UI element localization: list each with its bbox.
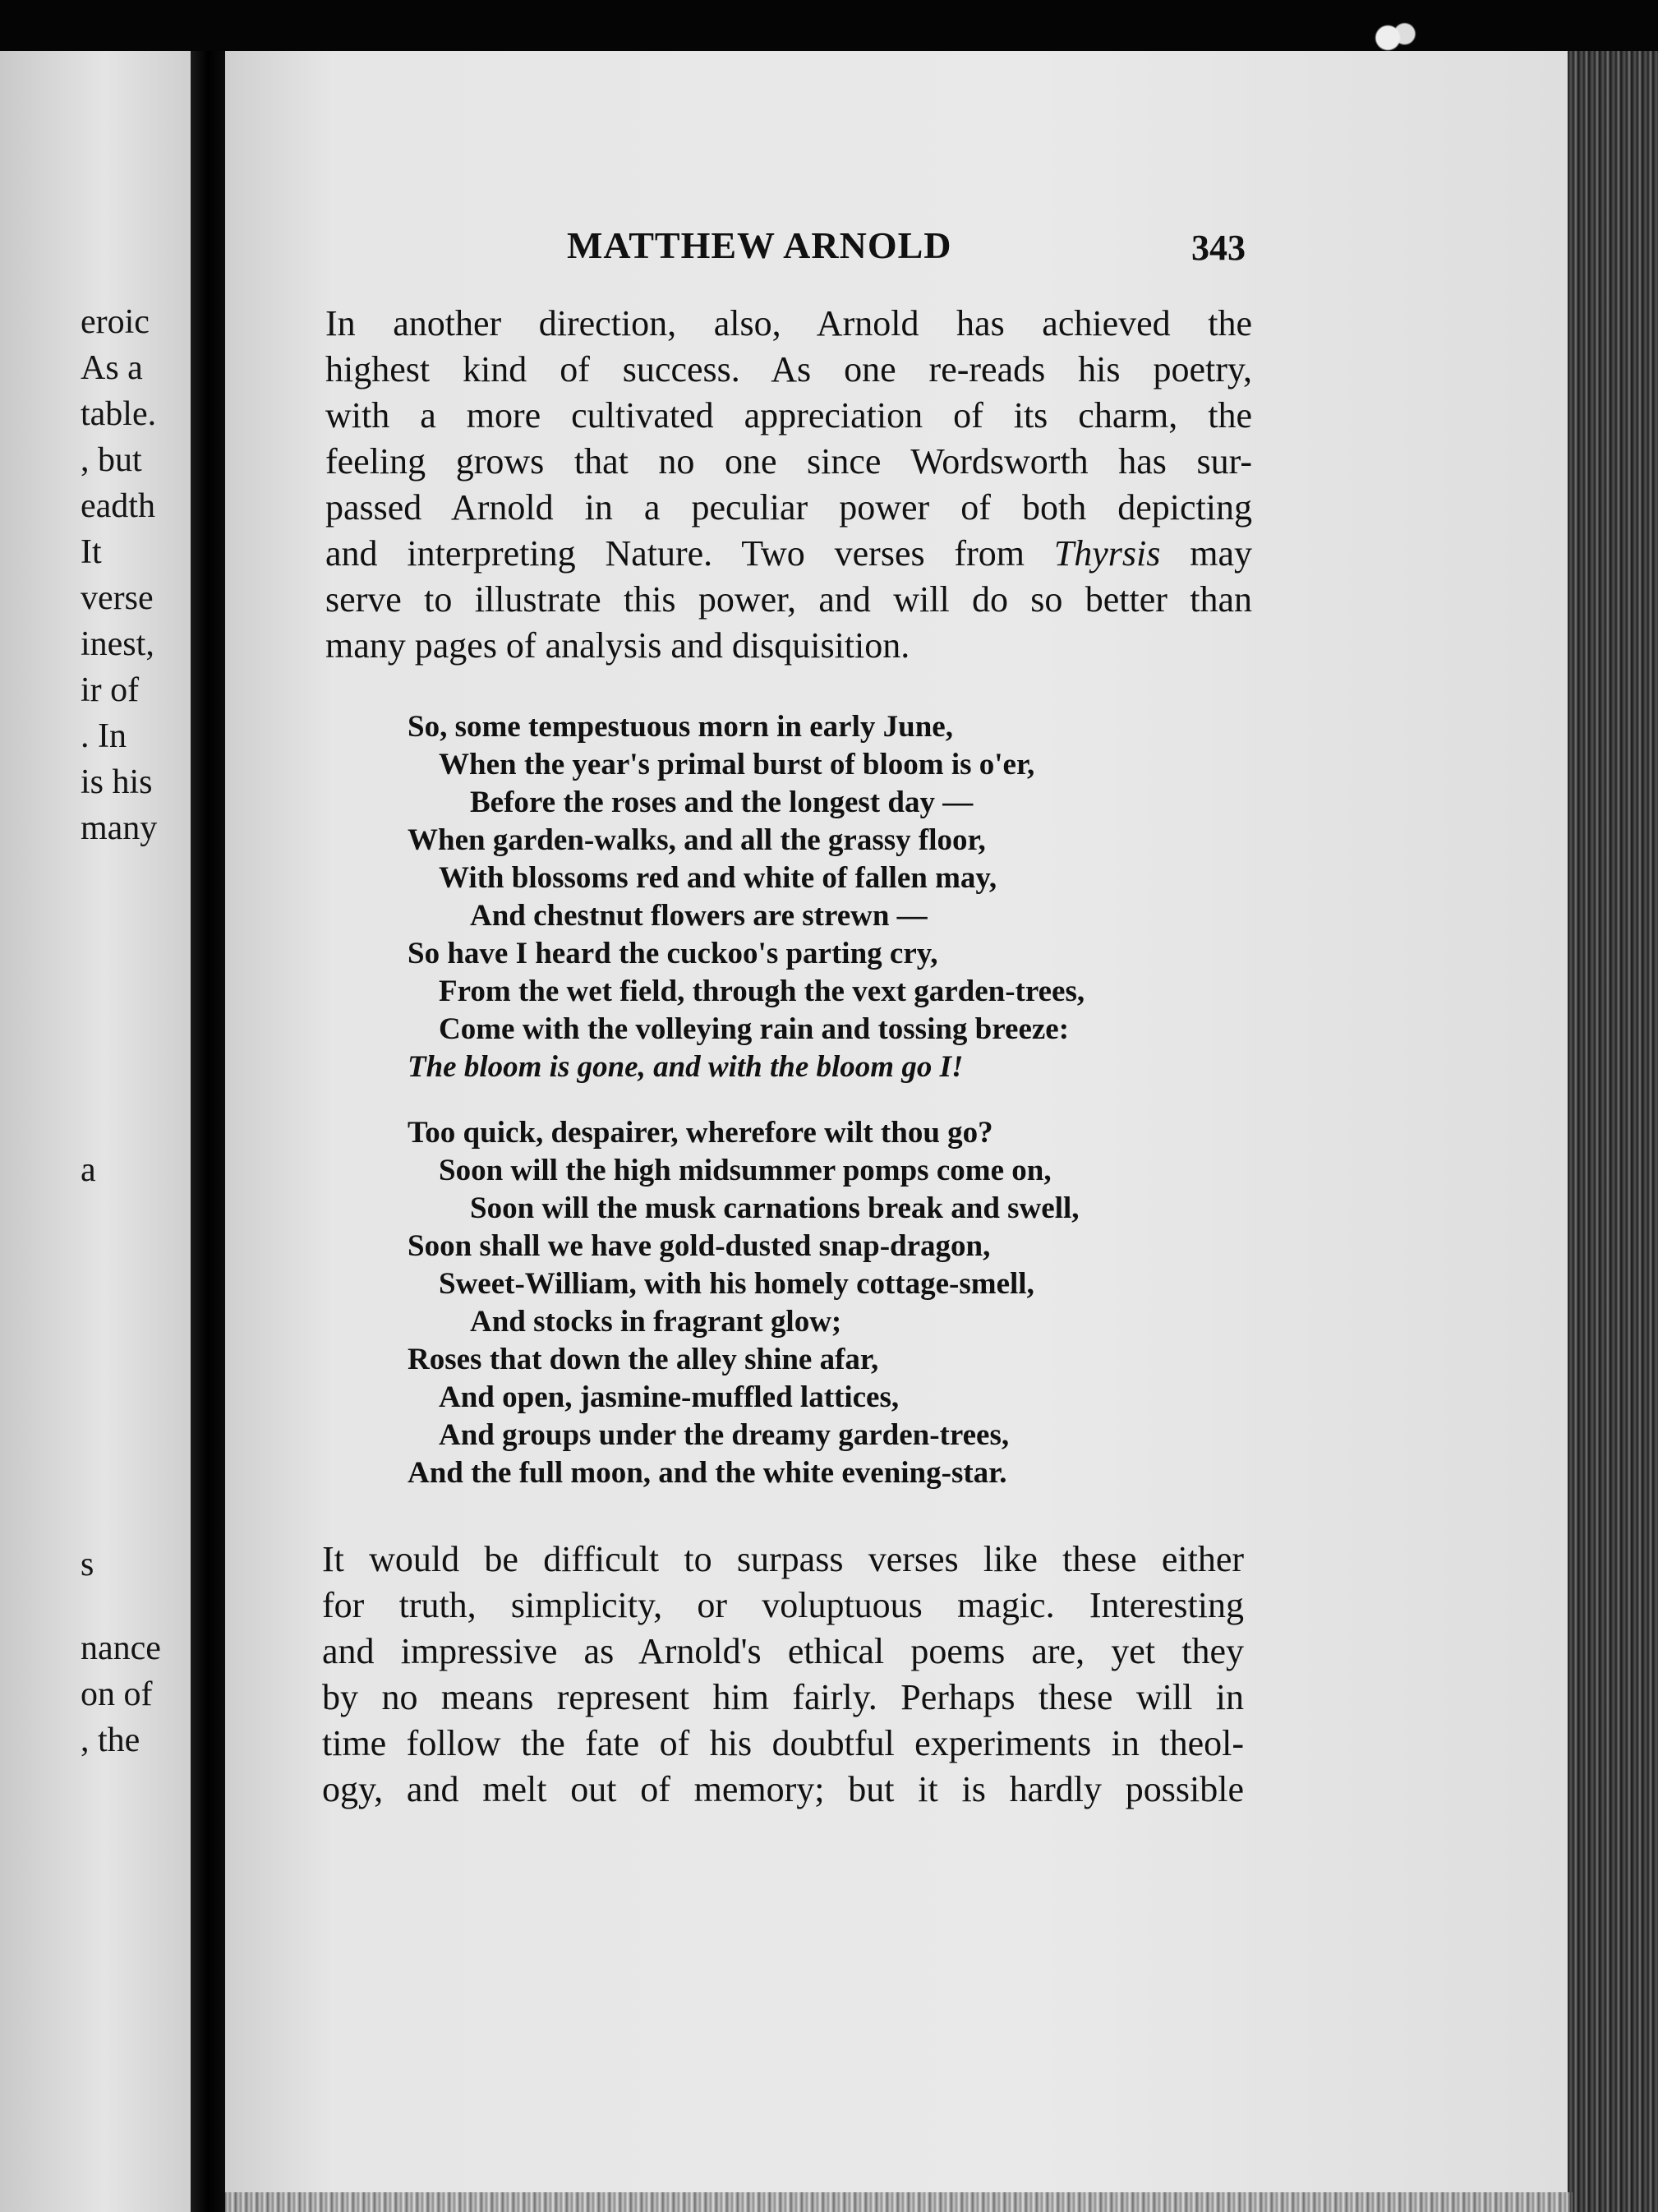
left-page-fragment: s <box>81 1546 94 1583</box>
paragraph-line: In another direction, also, Arnold has achieved the <box>325 303 1252 343</box>
left-page-fragment: , the <box>81 1721 140 1759</box>
verse-line: Sweet-William, with his homely cottage-smell, <box>439 1267 1034 1301</box>
page-number: 343 <box>1191 228 1246 268</box>
verse-line: And open, jasmine-muffled lattices, <box>439 1380 900 1414</box>
left-page-fragment: verse <box>81 579 154 617</box>
left-page-fragment: is his <box>81 763 153 801</box>
paragraph-line: time follow the fate of his doubtful experiments in theol- <box>322 1723 1244 1763</box>
verse-line: Soon will the musk carnations break and swell, <box>470 1191 1080 1225</box>
book-gutter <box>191 51 225 2212</box>
verse-line: And the full moon, and the white evening-star. <box>408 1456 1007 1490</box>
verse-line: When garden-walks, and all the grassy floor, <box>408 823 986 857</box>
verse-line-refrain: The bloom is gone, and with the bloom go I! <box>408 1050 964 1084</box>
verse-line: And groups under the dreamy garden-trees, <box>439 1418 1010 1452</box>
paragraph-line: passed Arnold in a peculiar power of both depicting <box>325 487 1252 528</box>
paragraph-line: feeling grows that no one since Wordsworth has sur- <box>325 441 1252 482</box>
verse-line: Roses that down the alley shine afar, <box>408 1343 879 1376</box>
verse-line: Soon shall we have gold-dusted snap-dragon, <box>408 1229 991 1263</box>
left-page-fragment: inest, <box>81 625 154 663</box>
paragraph-line: ogy, and melt out of memory; but it is hardly possible <box>322 1769 1244 1809</box>
left-page-fragment: eadth <box>81 487 155 525</box>
left-page-fragment: many <box>81 809 158 847</box>
left-page-fragment: . In <box>81 717 127 755</box>
left-page-fragment: As a <box>81 349 143 387</box>
paragraph-line: by no means represent him fairly. Perhaps these will in <box>322 1677 1244 1717</box>
paragraph-line: with a more cultivated appreciation of its charm, the <box>325 395 1252 435</box>
verse-line: So have I heard the cuckoo's parting cry, <box>408 937 938 970</box>
left-facing-page <box>0 51 191 2212</box>
verse-line: Before the roses and the longest day — <box>470 786 974 819</box>
left-page-fragment: ir of <box>81 671 140 709</box>
paragraph-line: many pages of analysis and disquisition. <box>325 625 910 666</box>
verse-line: From the wet field, through the vext garden-trees, <box>439 975 1085 1008</box>
poem-title-thyrsis: Thyrsis <box>1053 533 1161 574</box>
paragraph-line: It would be difficult to surpass verses like these either <box>322 1539 1244 1579</box>
poem-stanza-1 <box>408 708 1085 1086</box>
left-page-fragment: eroic <box>81 303 150 341</box>
verse-line: And chestnut flowers are strewn — <box>470 899 928 933</box>
left-page-fragment: table. <box>81 395 157 433</box>
verse-line: And stocks in fragrant glow; <box>470 1305 842 1339</box>
paragraph-line: and impressive as Arnold's ethical poems are, yet they <box>322 1631 1244 1671</box>
left-page-fragment: , but <box>81 441 142 479</box>
left-page-fragment: It <box>81 533 102 571</box>
running-head-title: MATTHEW ARNOLD <box>567 224 952 266</box>
left-page-fragment: on of <box>81 1675 153 1713</box>
paragraph-1 <box>325 301 1252 669</box>
poem-stanza-2 <box>408 1114 1080 1492</box>
scan-artifact <box>1366 18 1421 58</box>
verse-line: With blossoms red and white of fallen may, <box>439 861 997 895</box>
verse-line: So, some tempestuous morn in early June, <box>408 710 953 744</box>
paragraph-line-with-title: and interpreting Nature. Two verses from Thyrsis may <box>325 533 1252 574</box>
scan-artifact <box>225 2192 1573 2212</box>
paragraph-2 <box>322 1537 1244 1813</box>
page-fore-edge <box>1568 51 1658 2212</box>
left-page-fragment: nance <box>81 1629 161 1667</box>
paragraph-line: highest kind of success. As one re-reads his poetry, <box>325 349 1252 389</box>
verse-line: Come with the volleying rain and tossing breeze: <box>439 1012 1070 1046</box>
verse-line: When the year's primal burst of bloom is o'er, <box>439 748 1035 781</box>
verse-line: Too quick, despairer, wherefore wilt thou go? <box>408 1116 993 1150</box>
verse-line: Soon will the high midsummer pomps come on, <box>439 1154 1052 1187</box>
paragraph-line: for truth, simplicity, or voluptuous magic. Interesting <box>322 1585 1244 1625</box>
paragraph-line: serve to illustrate this power, and will do so better than <box>325 579 1252 620</box>
left-page-fragment: a <box>81 1151 96 1189</box>
